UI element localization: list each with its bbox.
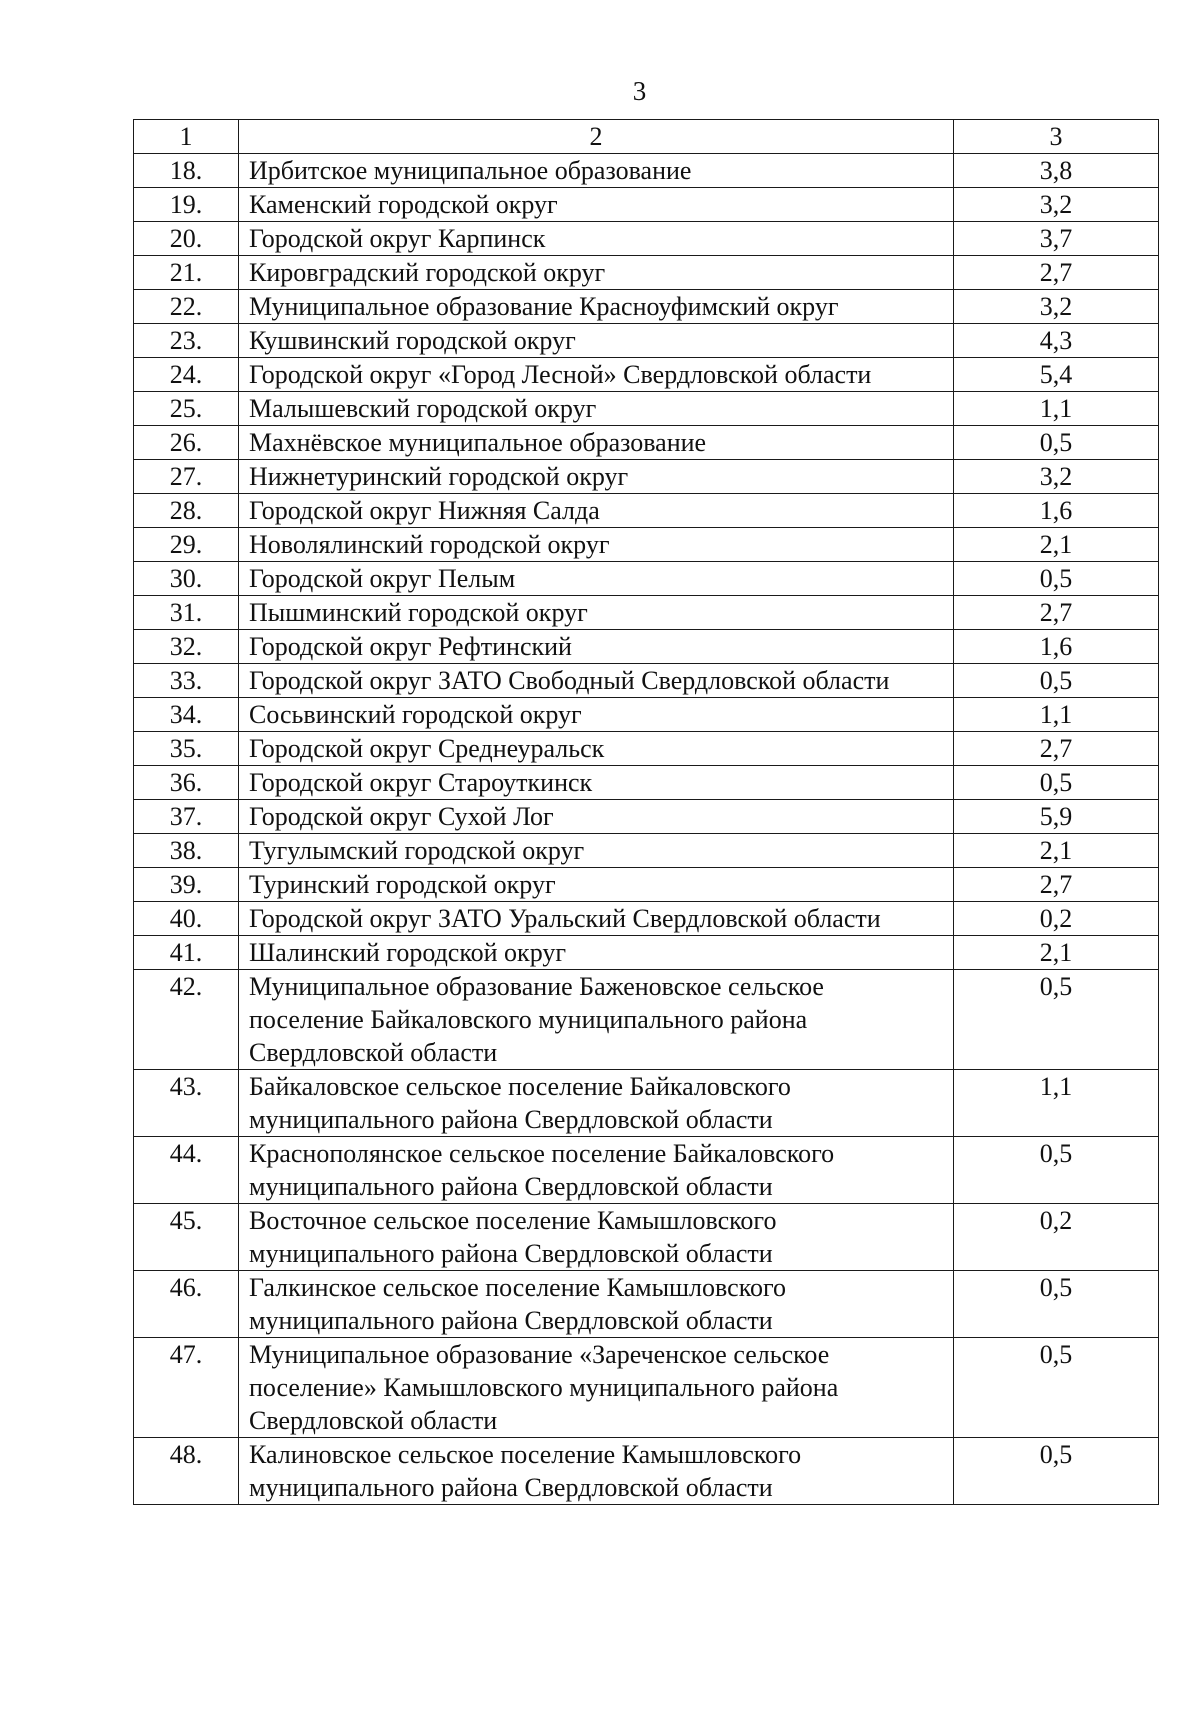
row-name-cell: Нижнетуринский городской округ — [239, 460, 954, 494]
page-number: 3 — [632, 76, 647, 106]
row-number-cell: 29. — [134, 528, 239, 562]
row-number-cell: 47. — [134, 1338, 239, 1438]
table-row — [134, 290, 1159, 324]
row-value-cell: 1,1 — [954, 698, 1159, 732]
table-row — [134, 834, 1159, 868]
table-row — [134, 766, 1159, 800]
row-name-cell: Городской округ Карпинск — [239, 222, 954, 256]
row-number-cell: 36. — [134, 766, 239, 800]
row-number-cell: 37. — [134, 800, 239, 834]
row-name-cell: Городской округ Рефтинский — [239, 630, 954, 664]
row-name-cell: Восточное сельское поселение Камышловского муниципального района Свердловской области — [239, 1204, 954, 1271]
row-number-cell: 34. — [134, 698, 239, 732]
row-value-cell: 2,7 — [954, 256, 1159, 290]
row-value-cell: 5,4 — [954, 358, 1159, 392]
row-number-cell: 31. — [134, 596, 239, 630]
header-cell-col3: 3 — [954, 120, 1159, 154]
table-row — [134, 902, 1159, 936]
row-number-cell: 24. — [134, 358, 239, 392]
row-number-cell: 33. — [134, 664, 239, 698]
row-name-cell: Городской округ «Город Лесной» Свердловской области — [239, 358, 954, 392]
table-row — [134, 1204, 1159, 1271]
table-row — [134, 1338, 1159, 1438]
row-value-cell: 0,5 — [954, 1438, 1159, 1505]
row-name-cell: Байкаловское сельское поселение Байкаловского муниципального района Свердловской области — [239, 1070, 954, 1137]
row-value-cell: 3,2 — [954, 188, 1159, 222]
row-name-cell: Городской округ ЗАТО Свободный Свердловской области — [239, 664, 954, 698]
row-value-cell: 2,1 — [954, 528, 1159, 562]
row-name-cell: Кушвинский городской округ — [239, 324, 954, 358]
row-value-cell: 1,1 — [954, 1070, 1159, 1137]
row-number-cell: 19. — [134, 188, 239, 222]
row-number-cell: 26. — [134, 426, 239, 460]
row-value-cell: 2,7 — [954, 596, 1159, 630]
table-row — [134, 222, 1159, 256]
table-row — [134, 154, 1159, 188]
row-value-cell: 0,2 — [954, 902, 1159, 936]
row-name-cell: Краснополянское сельское поселение Байкаловского муниципального района Свердловской области — [239, 1137, 954, 1204]
table-row — [134, 324, 1159, 358]
row-number-cell: 43. — [134, 1070, 239, 1137]
row-name-cell: Муниципальное образование «Зареченское сельское поселение» Камышловского муниципального района Свердловской области — [239, 1338, 954, 1438]
row-name-cell: Галкинское сельское поселение Камышловского муниципального района Свердловской области — [239, 1271, 954, 1338]
row-value-cell: 2,1 — [954, 834, 1159, 868]
row-number-cell: 46. — [134, 1271, 239, 1338]
row-value-cell: 0,5 — [954, 664, 1159, 698]
row-value-cell: 0,5 — [954, 766, 1159, 800]
row-number-cell: 39. — [134, 868, 239, 902]
table-row — [134, 1271, 1159, 1338]
table-row — [134, 256, 1159, 290]
table-row — [134, 868, 1159, 902]
table-row — [134, 970, 1159, 1070]
row-value-cell: 3,8 — [954, 154, 1159, 188]
table-row — [134, 1137, 1159, 1204]
row-number-cell: 21. — [134, 256, 239, 290]
row-value-cell: 0,5 — [954, 426, 1159, 460]
row-name-cell: Туринский городской округ — [239, 868, 954, 902]
row-name-cell: Муниципальное образование Красноуфимский округ — [239, 290, 954, 324]
row-name-cell: Городской округ Среднеуральск — [239, 732, 954, 766]
header-cell-col2: 2 — [239, 120, 954, 154]
row-name-cell: Каменский городской округ — [239, 188, 954, 222]
row-number-cell: 30. — [134, 562, 239, 596]
row-value-cell: 0,2 — [954, 1204, 1159, 1271]
row-number-cell: 32. — [134, 630, 239, 664]
table-row — [134, 698, 1159, 732]
row-name-cell: Городской округ Староуткинск — [239, 766, 954, 800]
table-row — [134, 596, 1159, 630]
row-number-cell: 28. — [134, 494, 239, 528]
row-name-cell: Тугулымский городской округ — [239, 834, 954, 868]
table-row — [134, 392, 1159, 426]
row-name-cell: Кировградский городской округ — [239, 256, 954, 290]
row-value-cell: 1,6 — [954, 630, 1159, 664]
row-value-cell: 2,7 — [954, 732, 1159, 766]
row-value-cell: 1,1 — [954, 392, 1159, 426]
row-number-cell: 45. — [134, 1204, 239, 1271]
table-row — [134, 1438, 1159, 1505]
row-value-cell: 3,7 — [954, 222, 1159, 256]
row-number-cell: 48. — [134, 1438, 239, 1505]
table-row — [134, 188, 1159, 222]
data-table — [133, 119, 1159, 1505]
row-number-cell: 44. — [134, 1137, 239, 1204]
row-value-cell: 4,3 — [954, 324, 1159, 358]
table-row — [134, 800, 1159, 834]
row-name-cell: Городской округ ЗАТО Уральский Свердловской области — [239, 902, 954, 936]
row-name-cell: Городской округ Нижняя Салда — [239, 494, 954, 528]
row-number-cell: 35. — [134, 732, 239, 766]
row-number-cell: 18. — [134, 154, 239, 188]
row-number-cell: 40. — [134, 902, 239, 936]
table-row — [134, 1070, 1159, 1137]
row-name-cell: Шалинский городской округ — [239, 936, 954, 970]
table-row — [134, 732, 1159, 766]
row-name-cell: Сосьвинский городской округ — [239, 698, 954, 732]
row-name-cell: Махнёвское муниципальное образование — [239, 426, 954, 460]
row-name-cell: Городской округ Пелым — [239, 562, 954, 596]
table-row — [134, 426, 1159, 460]
row-number-cell: 20. — [134, 222, 239, 256]
table-row — [134, 358, 1159, 392]
table-row — [134, 562, 1159, 596]
row-name-cell: Городской округ Сухой Лог — [239, 800, 954, 834]
table-row — [134, 528, 1159, 562]
row-name-cell: Муниципальное образование Баженовское сельское поселение Байкаловского муниципального района Свердловской области — [239, 970, 954, 1070]
row-value-cell: 0,5 — [954, 970, 1159, 1070]
row-value-cell: 0,5 — [954, 1137, 1159, 1204]
header-cell-col1: 1 — [134, 120, 239, 154]
row-number-cell: 38. — [134, 834, 239, 868]
row-value-cell: 1,6 — [954, 494, 1159, 528]
row-number-cell: 42. — [134, 970, 239, 1070]
row-number-cell: 41. — [134, 936, 239, 970]
row-value-cell: 0,5 — [954, 1271, 1159, 1338]
table-row — [134, 936, 1159, 970]
row-name-cell: Ирбитское муниципальное образование — [239, 154, 954, 188]
table-row — [134, 664, 1159, 698]
row-value-cell: 2,7 — [954, 868, 1159, 902]
row-number-cell: 22. — [134, 290, 239, 324]
row-value-cell: 0,5 — [954, 562, 1159, 596]
table-row — [134, 494, 1159, 528]
row-number-cell: 25. — [134, 392, 239, 426]
row-value-cell: 2,1 — [954, 936, 1159, 970]
row-name-cell: Пышминский городской округ — [239, 596, 954, 630]
row-value-cell: 3,2 — [954, 290, 1159, 324]
row-value-cell: 5,9 — [954, 800, 1159, 834]
row-name-cell: Калиновское сельское поселение Камышловского муниципального района Свердловской области — [239, 1438, 954, 1505]
row-name-cell: Малышевский городской округ — [239, 392, 954, 426]
table-row — [134, 460, 1159, 494]
row-value-cell: 3,2 — [954, 460, 1159, 494]
row-number-cell: 23. — [134, 324, 239, 358]
row-name-cell: Новолялинский городской округ — [239, 528, 954, 562]
row-number-cell: 27. — [134, 460, 239, 494]
table-row — [134, 630, 1159, 664]
row-value-cell: 0,5 — [954, 1338, 1159, 1438]
table-header-row — [134, 120, 1159, 154]
